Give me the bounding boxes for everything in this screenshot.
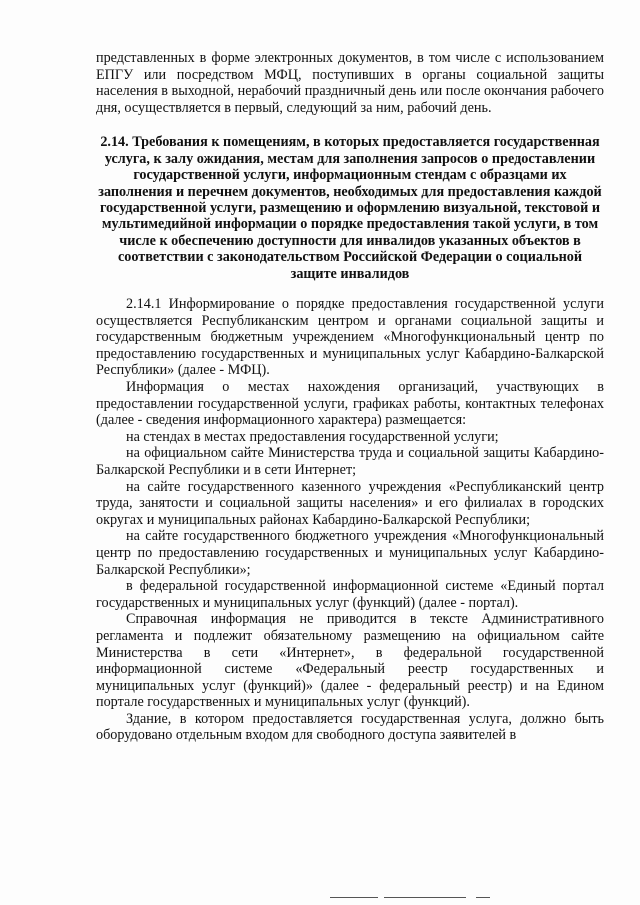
list-item: на стендах в местах предоставления государственной услуги; — [126, 428, 499, 445]
list-item: на официальном сайте Министерства труда и социальной защиты Кабардино-Балкарской Республики и в сети Интернет; — [96, 445, 604, 478]
document-body — [96, 50, 604, 744]
building-paragraph: Здание, в котором предоставляется государственная услуга, должно быть оборудовано отдельным входом для свободного доступа заявителей в — [96, 710, 604, 744]
section-heading: 2.14. Требования к помещениям, в которых предоставляется государственная услуга, к залу ожидания, местам для заполнения запросов о предоставлении государственной услуги, информационным стендам с образцами их заполнения и перечнем документов, необходимых для предоставления каждой государственной услуги, размещению и оформлению визуальной, текстовой и мультимедийной информации о порядке предоставления такой услуги, в том числе к обеспечению доступности для инвалидов указанных объектов в соответствии с законодательством Российской Федерации о социальной защите инвалидов — [98, 134, 602, 282]
list-item: в федеральной государственной информационной системе «Единый портал государственных и муниципальных услуг (функций) (далее - портал). — [96, 578, 604, 611]
footer-rule-middle — [384, 897, 466, 898]
list-item: на сайте государственного бюджетного учреждения «Многофункциональный центр по предоставлению государственных и муниципальных услуг Кабардино-Балкарской Республики»; — [96, 528, 604, 578]
paragraph-2-14-1: 2.14.1 Информирование о порядке предоставления государственной услуги осуществляется Республиканским центром и органами социальной защиты и государственным бюджетным учреждением «Многофункциональный центр по предоставлению государственных и муниципальных услуг Кабардино-Балкарской Республики» (далее - МФЦ). — [96, 296, 604, 379]
paragraph-info-locations: Информация о местах нахождения организаций, участвующих в предоставлении государственной услуги, графиках работы, контактных телефонах (далее - сведения информационного характера) размещается: — [96, 379, 604, 429]
list-item: на сайте государственного казенного учреждения «Республиканский центр труда, занятости и социальной защиты населения» и его филиалах в городских округах и муниципальных районах Кабардино-Балкарской Республики; — [96, 478, 604, 528]
reference-info-paragraph: Справочная информация не приводится в тексте Административного регламента и подлежит обязательному размещению на официальном сайте Министерства в сети «Интернет», в федеральной государственной информационной системе «Федеральный реестр государственных и муниципальных услуг (функций)» (далее - федеральный реестр) и на Едином портале государственных и муниципальных услуг (функций). — [96, 611, 604, 711]
placement-list — [96, 429, 604, 612]
intro-paragraph: представленных в форме электронных документов, в том числе с использованием ЕПГУ или посредством МФЦ, поступивших в органы социальной защиты населения в выходной, нерабочий праздничный день или после окончания рабочего дня, осуществляется в первый, следующий за ним, рабочий день. — [96, 50, 604, 116]
footer-rule-right — [476, 897, 490, 898]
footer-rule-left — [330, 897, 378, 898]
